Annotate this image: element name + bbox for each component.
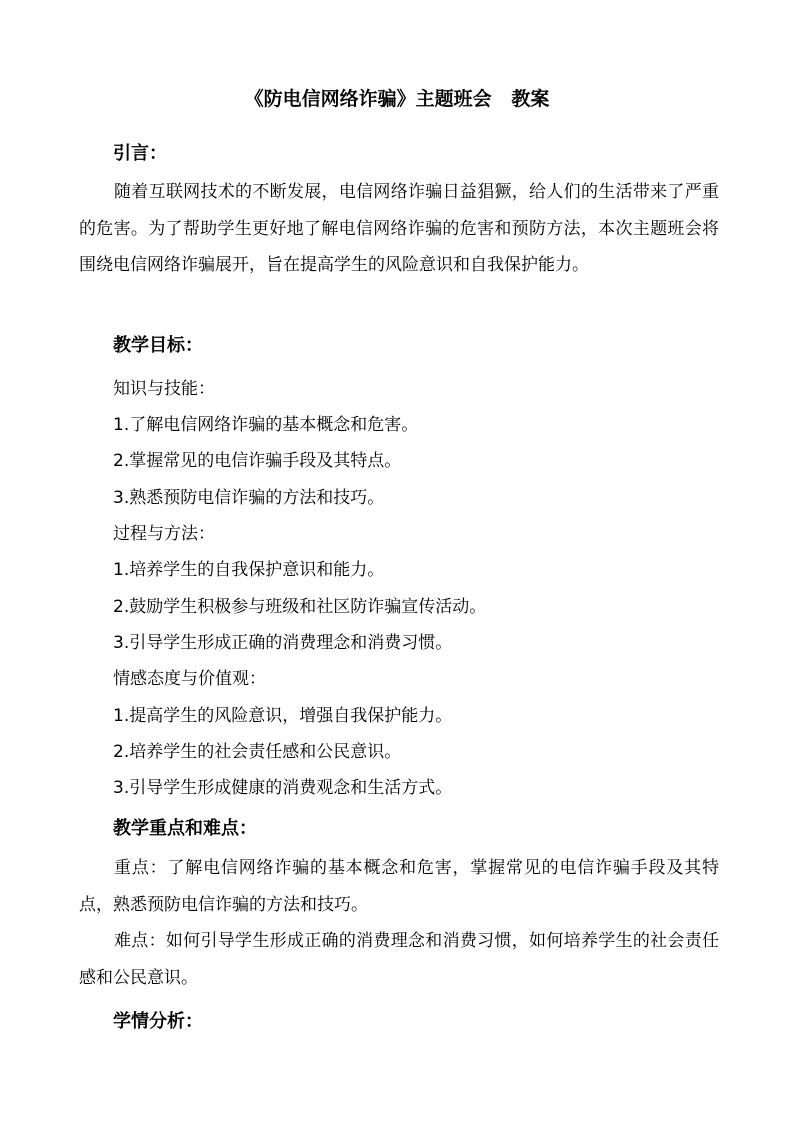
process-item: 1.培养学生的自我保护意识和能力。 (113, 560, 385, 580)
objectives-heading: 教学目标： (113, 335, 203, 356)
knowledge-label: 知识与技能： (113, 379, 215, 399)
knowledge-item: 1.了解电信网络诈骗的基本概念和危害。 (113, 415, 419, 435)
process-item: 3.引导学生形成正确的消费理念和消费习惯。 (113, 633, 453, 653)
emotion-item: 2.培养学生的社会责任感和公民意识。 (113, 742, 402, 762)
process-label: 过程与方法： (113, 524, 215, 544)
difficulty-paragraph: 难点：如何引导学生形成正确的消费理念和消费习惯，如何培养学生的社会责任感和公民意识。 (79, 931, 719, 988)
intro-paragraph: 随着互联网技术的不断发展，电信网络诈骗日益猖獗，给人们的生活带来了严重的危害。为了帮助学生更好地了解电信网络诈骗的危害和预防方法，本次主题班会将围绕电信网络诈骗展开，旨在提高学生的风险意识和自我保护能力。 (79, 182, 719, 275)
emotion-label: 情感态度与价值观： (113, 669, 266, 689)
focus-paragraph: 重点：了解电信网络诈骗的基本概念和危害，掌握常见的电信诈骗手段及其特点，熟悉预防电信诈骗的方法和技巧。 (79, 858, 719, 915)
knowledge-item: 2.掌握常见的电信诈骗手段及其特点。 (113, 451, 402, 471)
emotion-item: 3.引导学生形成健康的消费观念和生活方式。 (113, 778, 453, 798)
document-title: 《防电信网络诈骗》主题班会 教案 (244, 88, 550, 110)
emotion-item: 1.提高学生的风险意识，增强自我保护能力。 (113, 706, 453, 726)
key-points-heading: 教学重点和难点： (113, 818, 257, 839)
knowledge-item: 3.熟悉预防电信诈骗的方法和技巧。 (113, 488, 385, 508)
analysis-heading: 学情分析： (113, 1011, 203, 1032)
process-item: 2.鼓励学生积极参与班级和社区防诈骗宣传活动。 (113, 597, 487, 617)
intro-heading: 引言： (113, 143, 167, 164)
